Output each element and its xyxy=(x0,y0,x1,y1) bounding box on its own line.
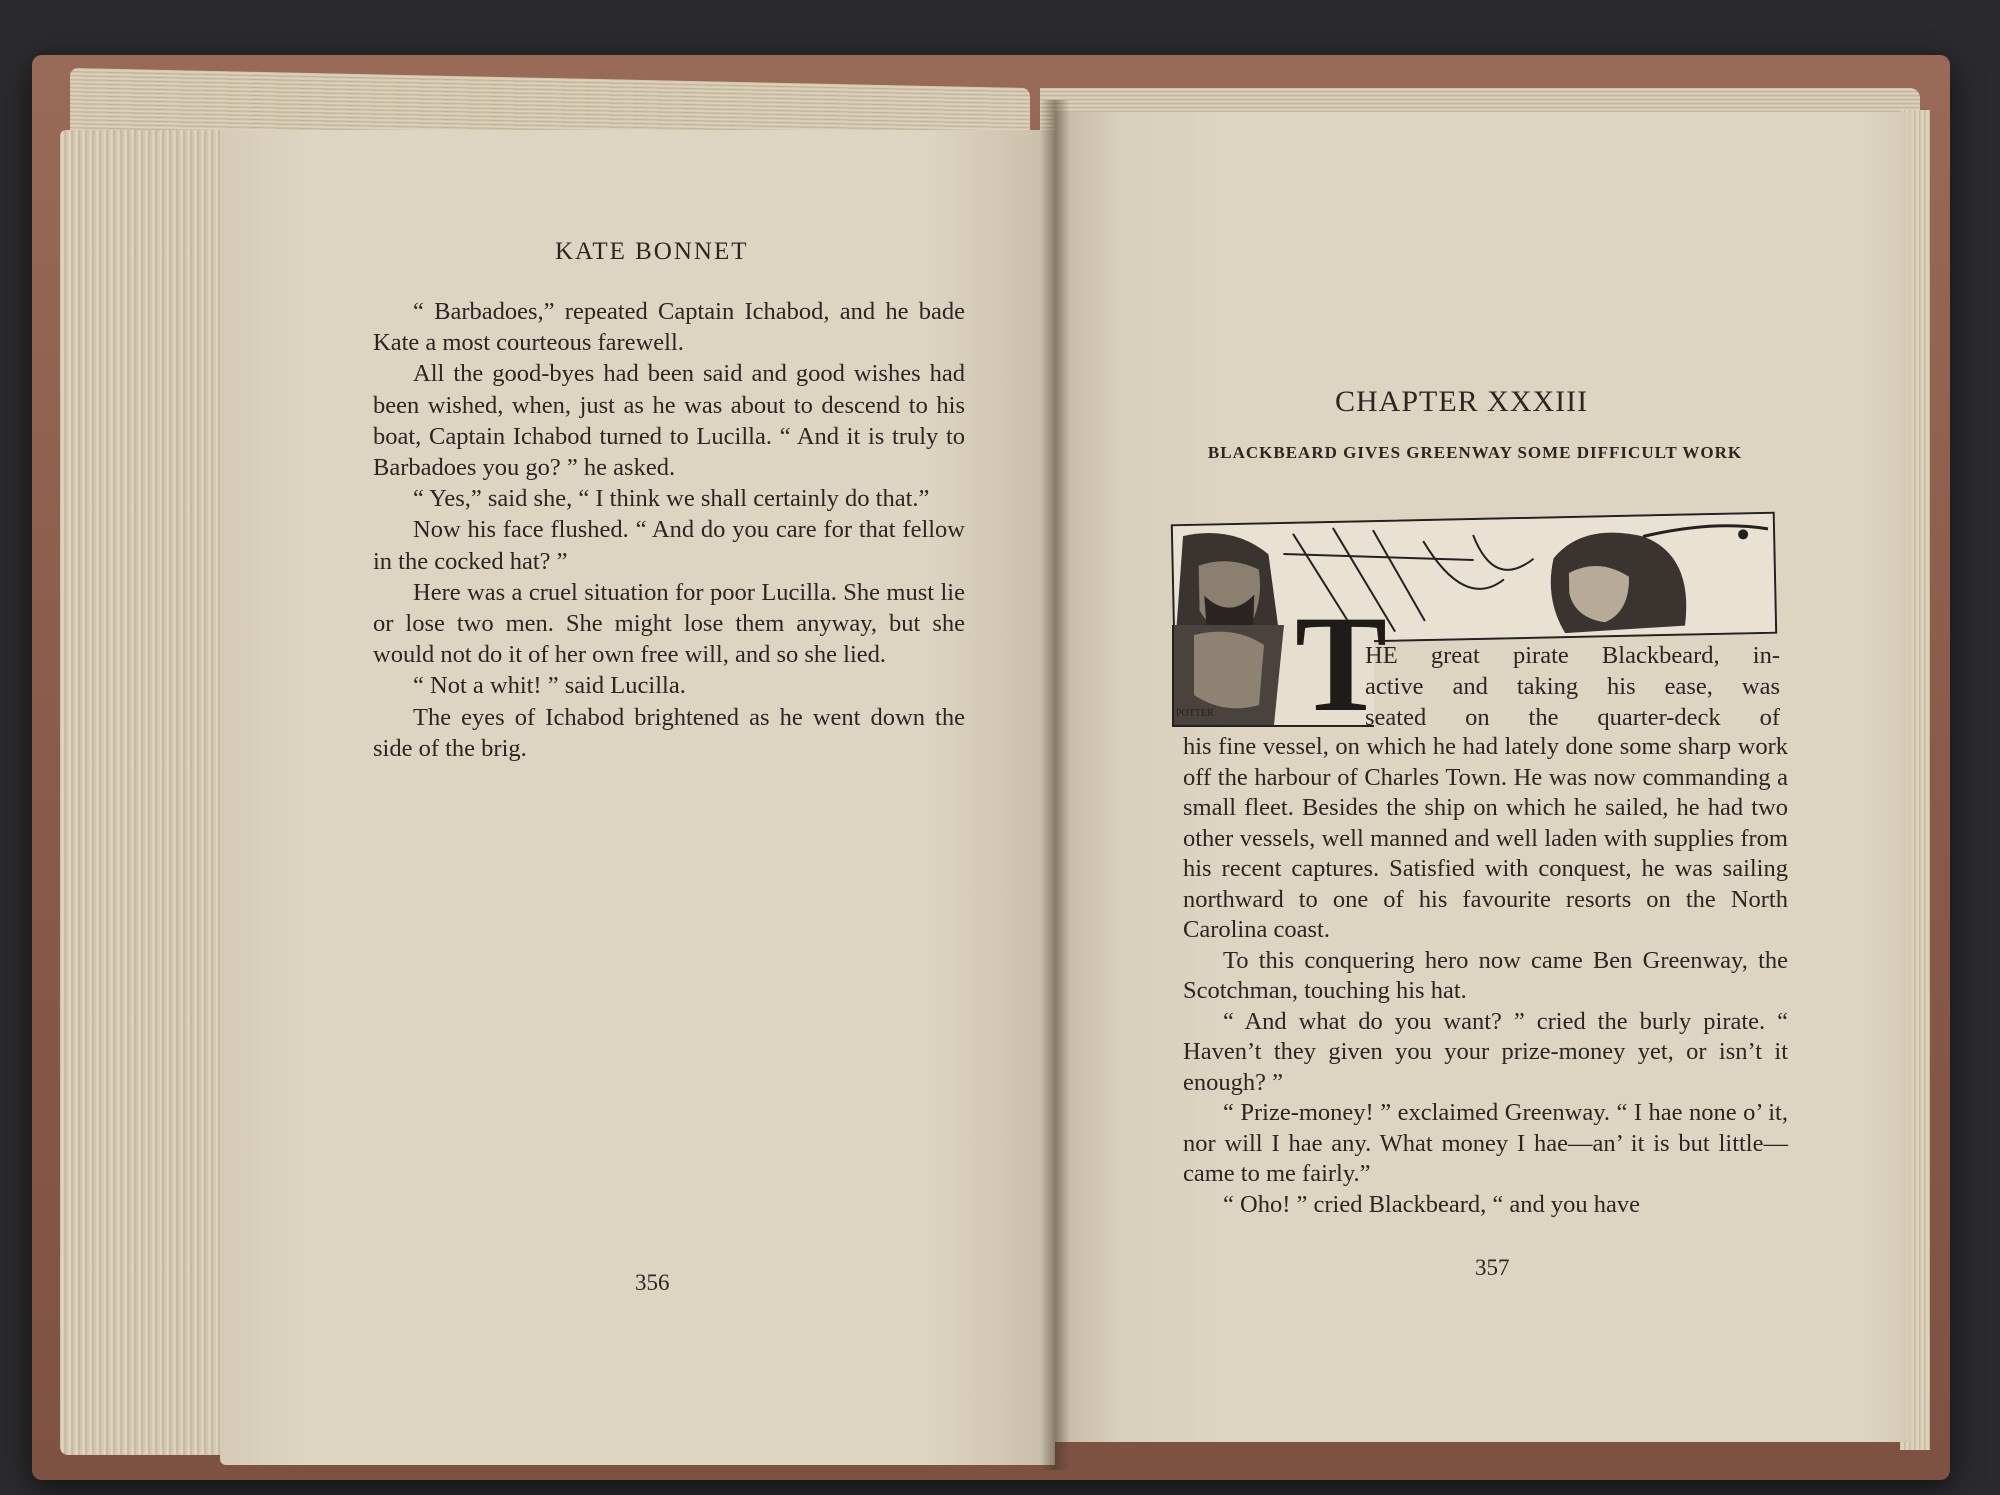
paragraph: “ And what do you want? ” cried the burly pirate. “ Haven’t they given you your prize-money yet, or isn’t it enough? ” xyxy=(1183,1007,1788,1096)
chapter-title: CHAPTER XXXIII xyxy=(1335,385,1589,418)
left-page-text xyxy=(373,296,965,764)
paragraph: “ Not a whit! ” said Lucilla. xyxy=(413,672,686,700)
drop-cap: T xyxy=(1295,587,1388,740)
paragraph: his fine vessel, on which he had lately done some sharp work off the harbour of Charles Town. He was now commanding a small fleet. Besides the ship on which he sailed, he had two other vessels, well manned and well laden with supplies from his recent captures. Satisfied with conquest, he was sailing northward to one of his favourite resorts on the North Carolina coast. xyxy=(1183,733,1788,943)
paragraph: To this conquering hero now came Ben Greenway, the Scotchman, touching his hat. xyxy=(1183,946,1788,1004)
page-number-left: 356 xyxy=(635,1270,670,1295)
paragraph: “ Oho! ” cried Blackbeard, “ and you have xyxy=(1223,1190,1640,1218)
paragraph: “ Barbadoes,” repeated Captain Ichabod, and he bade Kate a most courteous farewell. xyxy=(373,298,965,357)
page-number-right: 357 xyxy=(1475,1255,1510,1280)
running-head: KATE BONNET xyxy=(555,238,749,265)
paragraph: “ Yes,” said she, “ I think we shall certainly do that.” xyxy=(413,485,930,513)
paragraph: The eyes of Ichabod brightened as he went down the side of the brig. xyxy=(373,703,965,762)
illustrator-signature: POTTER xyxy=(1176,708,1214,719)
text-line: active and taking his ease, was xyxy=(1365,673,1780,700)
paragraph: All the good-byes had been said and good wishes had been wished, when, just as he was about to descend to his boat, Captain Ichabod turned to Lucilla. “ And it is truly to Barbadoes you go? ” he asked. xyxy=(373,360,965,482)
right-page-first-lines xyxy=(1365,640,1780,733)
chapter-subtitle: BLACKBEARD GIVES GREENWAY SOME DIFFICULT WORK xyxy=(1207,443,1743,462)
paragraph: Here was a cruel situation for poor Lucilla. She must lie or lose two men. She might lose them anyway, but she would not do it of her own free will, and so she lied. xyxy=(373,578,965,669)
text-line: HE great pirate Blackbeard, in- xyxy=(1365,642,1780,669)
paragraph: Now his face flushed. “ And do you care for that fellow in the cocked hat? ” xyxy=(373,516,965,575)
text-line: seated on the quarter-deck of xyxy=(1365,704,1780,731)
book-gutter xyxy=(1040,100,1070,1470)
paragraph: “ Prize-money! ” exclaimed Greenway. “ I hae none o’ it, nor will I hae any. What money I hae—an’ it is but little—came to me fairly.” xyxy=(1183,1099,1788,1187)
right-page-text xyxy=(1183,732,1788,1220)
